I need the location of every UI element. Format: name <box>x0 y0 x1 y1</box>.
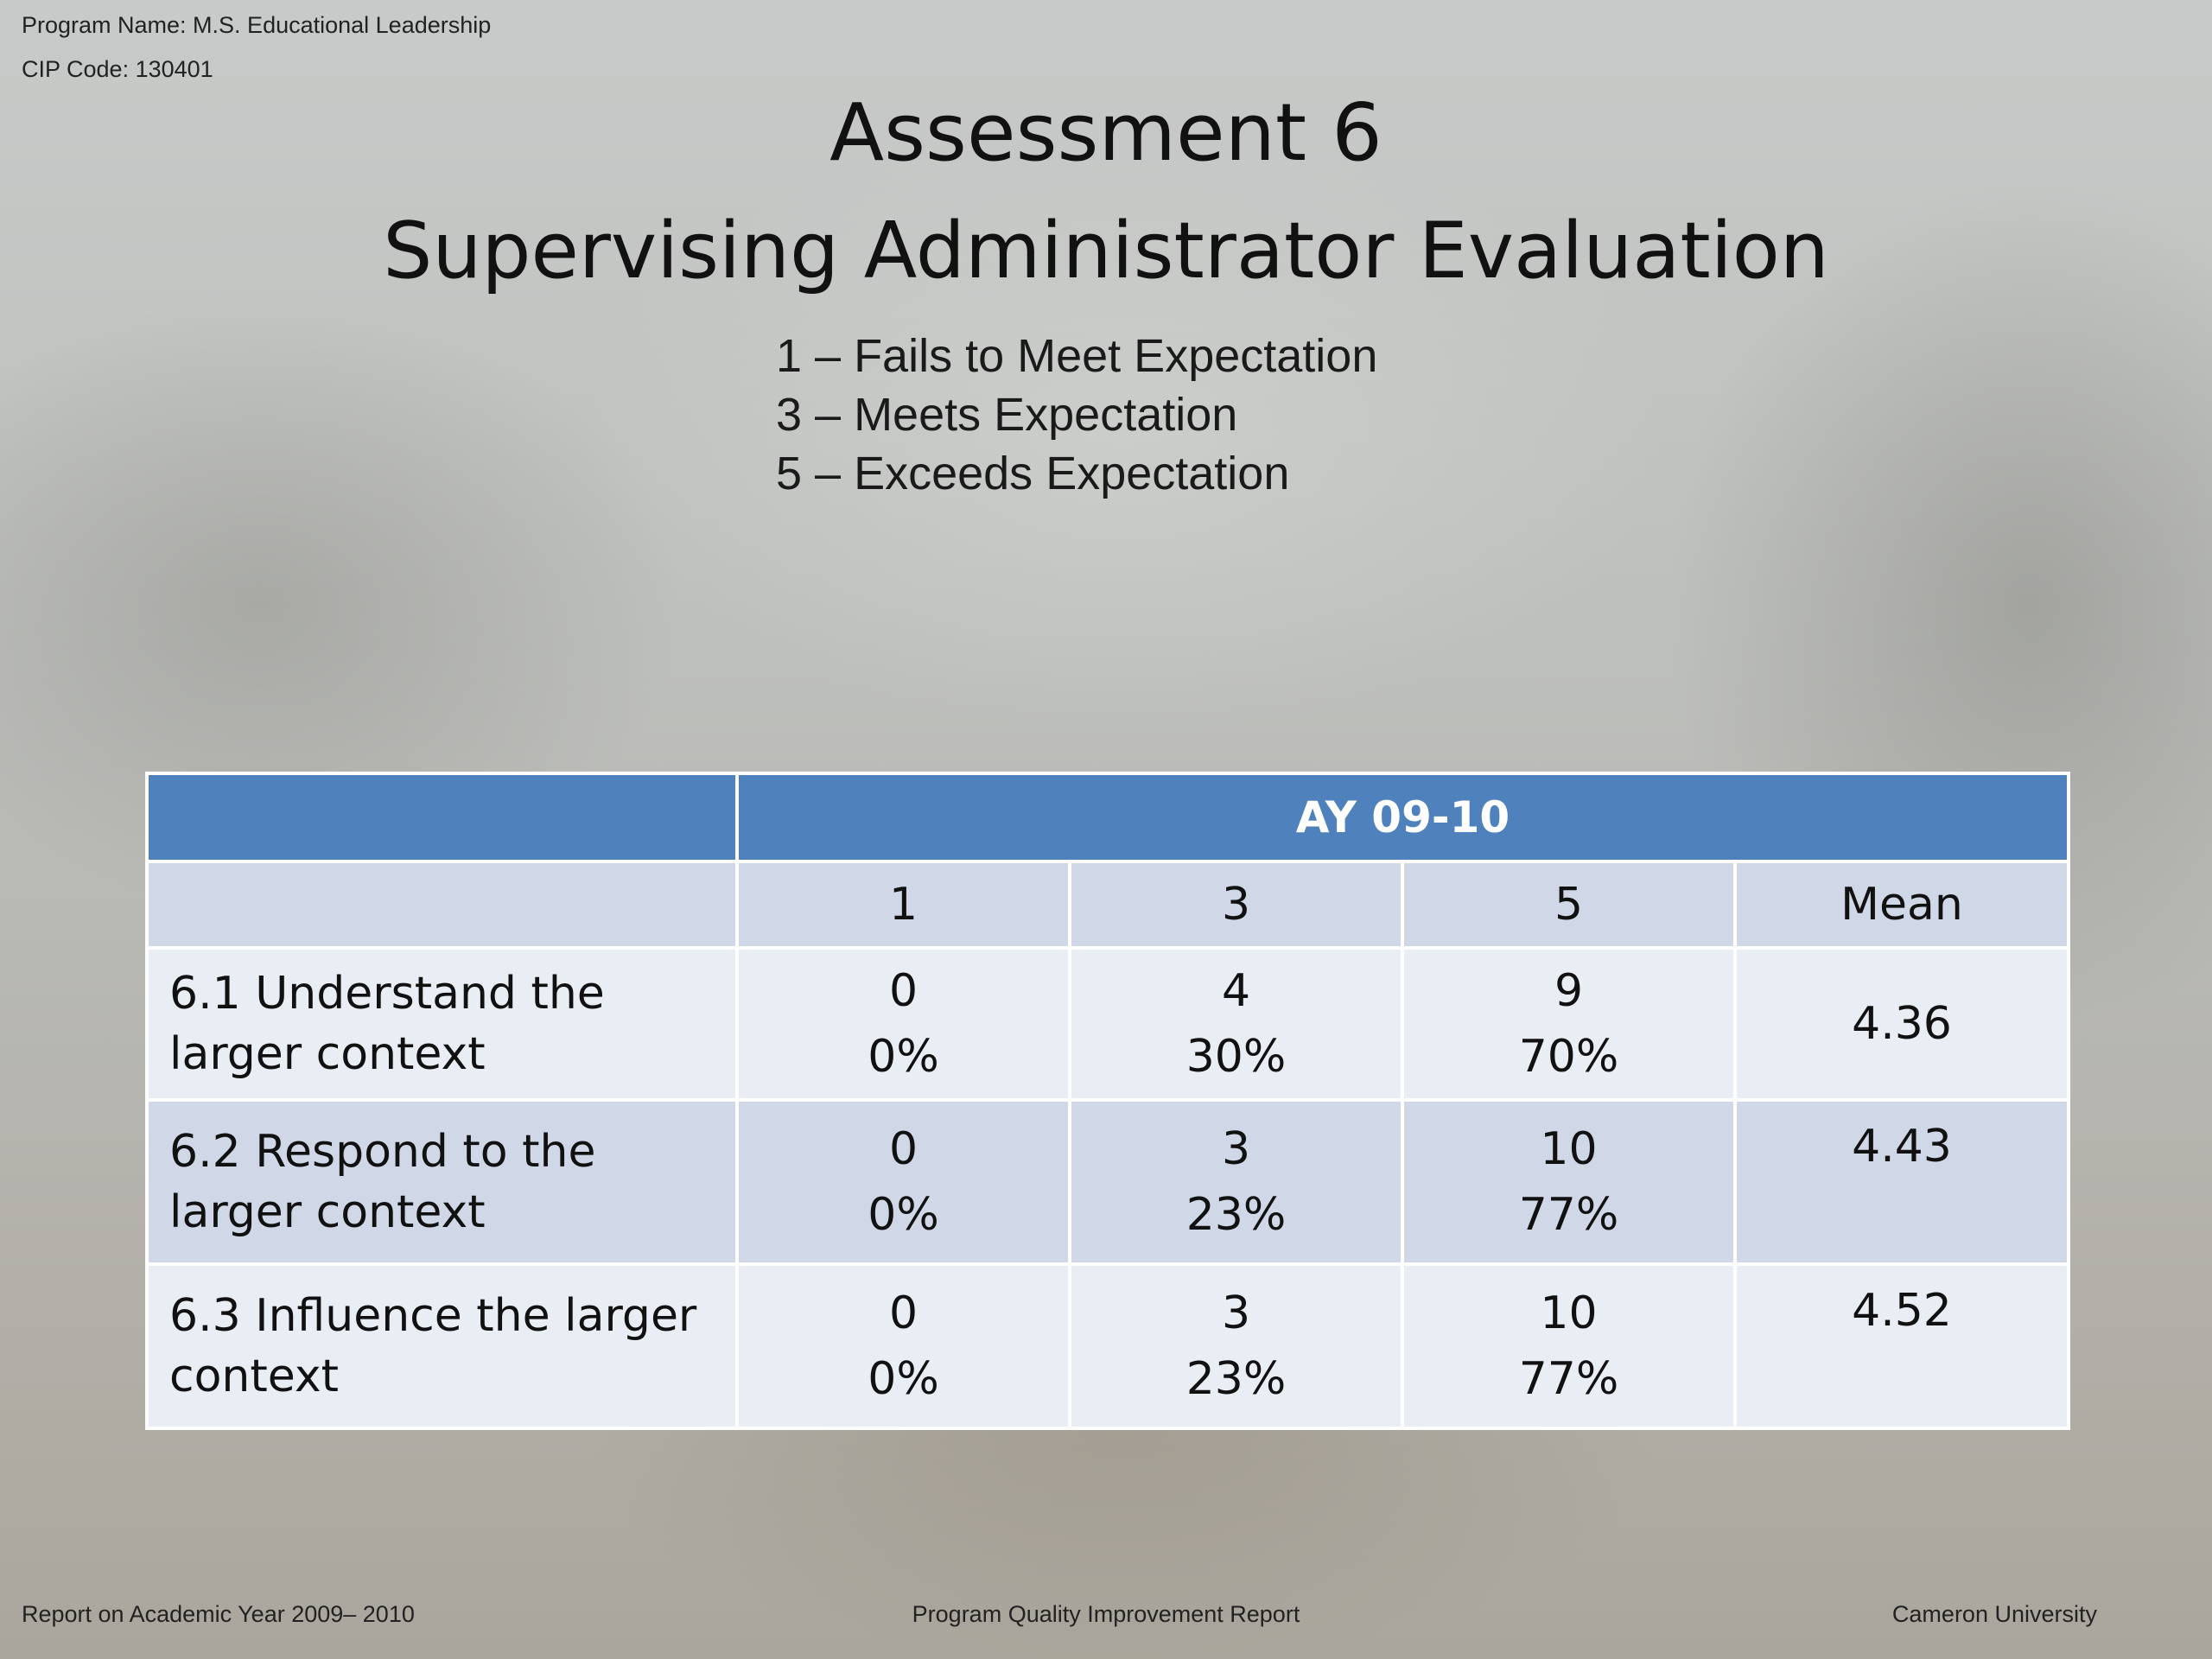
row-label: 6.2 Respond to the larger context <box>147 1100 737 1264</box>
count-value: 0 <box>888 1123 918 1175</box>
percent-value: 77% <box>1518 1189 1619 1241</box>
percent-value: 0% <box>868 1353 939 1405</box>
mean-value: 4.43 <box>1735 1100 2069 1264</box>
count-value: 9 <box>1554 965 1584 1017</box>
slide-title: Assessment 6 <box>830 86 1382 179</box>
column-header-3: 3 <box>1070 861 1402 948</box>
table-row <box>147 1264 2069 1428</box>
table-row <box>147 948 2069 1100</box>
percent-value: 77% <box>1518 1353 1619 1405</box>
table-group-header-row <box>147 773 2069 861</box>
score-1-cell <box>737 1264 1070 1428</box>
column-header-mean: Mean <box>1735 861 2069 948</box>
score-5-cell <box>1402 1100 1735 1264</box>
score-1-cell <box>737 948 1070 1100</box>
score-3-cell <box>1070 1100 1402 1264</box>
footer-academic-year: Report on Academic Year 2009– 2010 <box>22 1601 415 1627</box>
score-3-cell <box>1070 948 1402 1100</box>
score-1-cell <box>737 1100 1070 1264</box>
academic-year-header: AY 09-10 <box>737 773 2069 861</box>
column-header-1: 1 <box>737 861 1070 948</box>
score-3-cell <box>1070 1264 1402 1428</box>
results-table <box>145 772 2070 1430</box>
mean-value: 4.52 <box>1735 1264 2069 1428</box>
score-5-cell <box>1402 1264 1735 1428</box>
scale-item-5: 5 – Exceeds Expectation <box>776 448 1290 499</box>
percent-value: 23% <box>1185 1189 1287 1241</box>
footer-report-title: Program Quality Improvement Report <box>912 1601 1300 1627</box>
percent-value: 0% <box>868 1189 939 1241</box>
count-value: 10 <box>1540 1287 1598 1339</box>
count-value: 3 <box>1221 1287 1251 1339</box>
scale-item-1: 1 – Fails to Meet Expectation <box>776 330 1378 382</box>
results-table-container <box>145 772 2067 1430</box>
rating-scale-legend <box>776 327 1377 503</box>
percent-value: 23% <box>1185 1353 1287 1405</box>
scale-item-3: 3 – Meets Expectation <box>776 389 1238 441</box>
percent-value: 30% <box>1185 1031 1287 1083</box>
table-row <box>147 1100 2069 1264</box>
row-label: 6.1 Understand the larger context <box>147 948 737 1100</box>
slide-subtitle: Supervising Administrator Evaluation <box>383 206 1829 296</box>
count-value: 3 <box>1221 1123 1251 1175</box>
count-value: 0 <box>888 965 918 1017</box>
percent-value: 70% <box>1518 1031 1619 1083</box>
column-header-empty-cell <box>147 861 737 948</box>
program-name: Program Name: M.S. Educational Leadership <box>22 12 492 38</box>
column-header-5: 5 <box>1402 861 1735 948</box>
percent-value: 0% <box>868 1031 939 1083</box>
count-value: 4 <box>1221 965 1251 1017</box>
score-5-cell <box>1402 948 1735 1100</box>
row-label: 6.3 Influence the larger context <box>147 1264 737 1428</box>
count-value: 10 <box>1540 1123 1598 1175</box>
table-header-empty-cell <box>147 773 737 861</box>
footer-university: Cameron University <box>1891 1601 2097 1627</box>
count-value: 0 <box>888 1287 918 1339</box>
table-column-header-row <box>147 861 2069 948</box>
cip-code: CIP Code: 130401 <box>22 56 213 82</box>
mean-value: 4.36 <box>1735 948 2069 1100</box>
